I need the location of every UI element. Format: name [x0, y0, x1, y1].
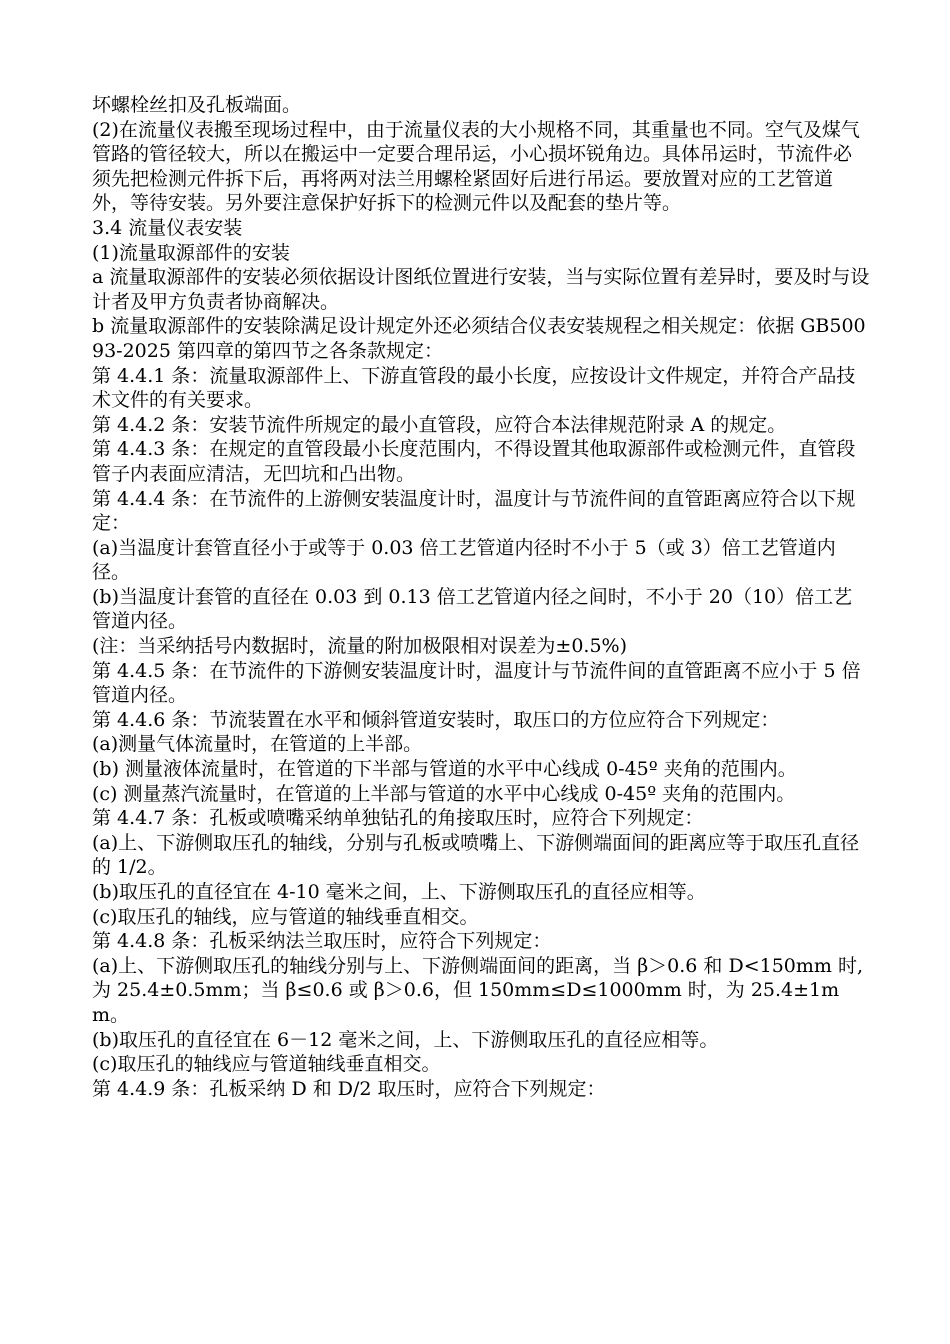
- section-heading: 3.4 流量仪表安装: [92, 216, 243, 239]
- clause-4-4-4: 第 4.4.4 条：在节流件的上游侧安装温度计时，温度计与节流件间的直管距离应符合以下规定：: [92, 487, 856, 535]
- paragraph-a: a 流量取源部件的安装必须依据设计图纸位置进行安装，当与实际位置有差异时，要及时与设计者及甲方负责者协商解决。: [92, 266, 870, 313]
- clause-4-4-8-b: (b)取压孔的直径宜在 6－12 毫米之间，上、下游侧取压孔的直径应相等。: [92, 1028, 719, 1051]
- clause-4-4-5: 第 4.4.5 条：在节流件的下游侧安装温度计时，温度计与节流件间的直管距离不应小于 5 倍管道内径。: [92, 659, 861, 707]
- clause-4-4-2: 第 4.4.2 条：安装节流件所规定的最小直管段，应符合本法律规范附录 A 的规定。: [92, 413, 787, 436]
- document-body: [92, 93, 870, 1101]
- clause-4-4-4-b: (b)当温度计套管的直径在 0.03 到 0.13 倍工艺管道内径之间时，不小于 20（10）倍工艺管道内径。: [92, 585, 853, 633]
- clause-4-4-7-c: (c)取压孔的轴线，应与管道的轴线垂直相交。: [92, 905, 479, 928]
- clause-4-4-4-note: (注：当采纳括号内数据时，流量的附加极限相对误差为±0.5%): [92, 635, 628, 658]
- clause-4-4-6-a: (a)测量气体流量时，在管道的上半部。: [92, 733, 423, 756]
- clause-4-4-9: 第 4.4.9 条：孔板采纳 D 和 D/2 取压时，应符合下列规定：: [92, 1077, 606, 1100]
- clause-4-4-8-a: (a)上、下游侧取压孔的轴线分别与上、下游侧端面间的距离，当 β＞0.6 和 D<150mm 时,为 25.4±0.5mm；当 β≤0.6 或 β＞0.6，但 150mm≤D≤1000mm 时，为 25.4±1mm。: [92, 954, 864, 1026]
- clause-4-4-1: 第 4.4.1 条：流量取源部件上、下游直管段的最小长度，应按设计文件规定，并符合产品技术文件的有关要求。: [92, 364, 856, 412]
- clause-4-4-6: 第 4.4.6 条：节流装置在水平和倾斜管道安装时，取压口的方位应符合下列规定：: [92, 708, 780, 731]
- clause-4-4-7-a: (a)上、下游侧取压孔的轴线，分别与孔板或喷嘴上、下游侧端面间的距离应等于取压孔直径的 1/2。: [92, 831, 860, 879]
- paragraph-1: 坏螺栓丝扣及孔板端面。: [92, 94, 302, 116]
- paragraph-2: (2)在流量仪表搬至现场过程中，由于流量仪表的大小规格不同，其重量也不同。空气及煤气管路的管径较大，所以在搬运中一定要合理吊运，小心损坏锐角边。具体吊运时，节流件必须先把检测元件拆下后，再将两对法兰用螺栓紧固好后进行吊运。要放置对应的工艺管道外，等待安装。另外要注意保护好拆下的检测元件以及配套的垫片等。: [92, 118, 860, 215]
- clause-4-4-7: 第 4.4.7 条：孔板或喷嘴采纳单独钻孔的角接取压时，应符合下列规定：: [92, 807, 704, 830]
- clause-4-4-8-c: (c)取压孔的轴线应与管道轴线垂直相交。: [92, 1053, 441, 1076]
- clause-4-4-4-a: (a)当温度计套管直径小于或等于 0.03 倍工艺管道内径时不小于 5（或 3）倍工艺管道内径。: [92, 536, 836, 584]
- clause-4-4-7-b: (b)取压孔的直径宜在 4-10 毫米之间，上、下游侧取压孔的直径应相等。: [92, 881, 706, 903]
- clause-4-4-3: 第 4.4.3 条：在规定的直管段最小长度范围内，不得设置其他取源部件或检测元件，直管段管子内表面应清洁，无凹坑和凸出物。: [92, 438, 856, 485]
- clause-4-4-6-b: (b) 测量液体流量时，在管道的下半部与管道的水平中心线成 0-45º 夹角的范围内。: [92, 758, 797, 781]
- clause-4-4-8: 第 4.4.8 条：孔板采纳法兰取压时，应符合下列规定：: [92, 930, 552, 953]
- subsection-heading: (1)流量取源部件的安装: [92, 241, 290, 264]
- paragraph-b: b 流量取源部件的安装除满足设计规定外还必须结合仪表安装规程之相关规定：依据 GB50093-2025 第四章的第四节之各条款规定：: [92, 315, 866, 362]
- clause-4-4-6-c: (c) 测量蒸汽流量时，在管道的上半部与管道的水平中心线成 0-45º 夹角的范围内。: [92, 782, 796, 805]
